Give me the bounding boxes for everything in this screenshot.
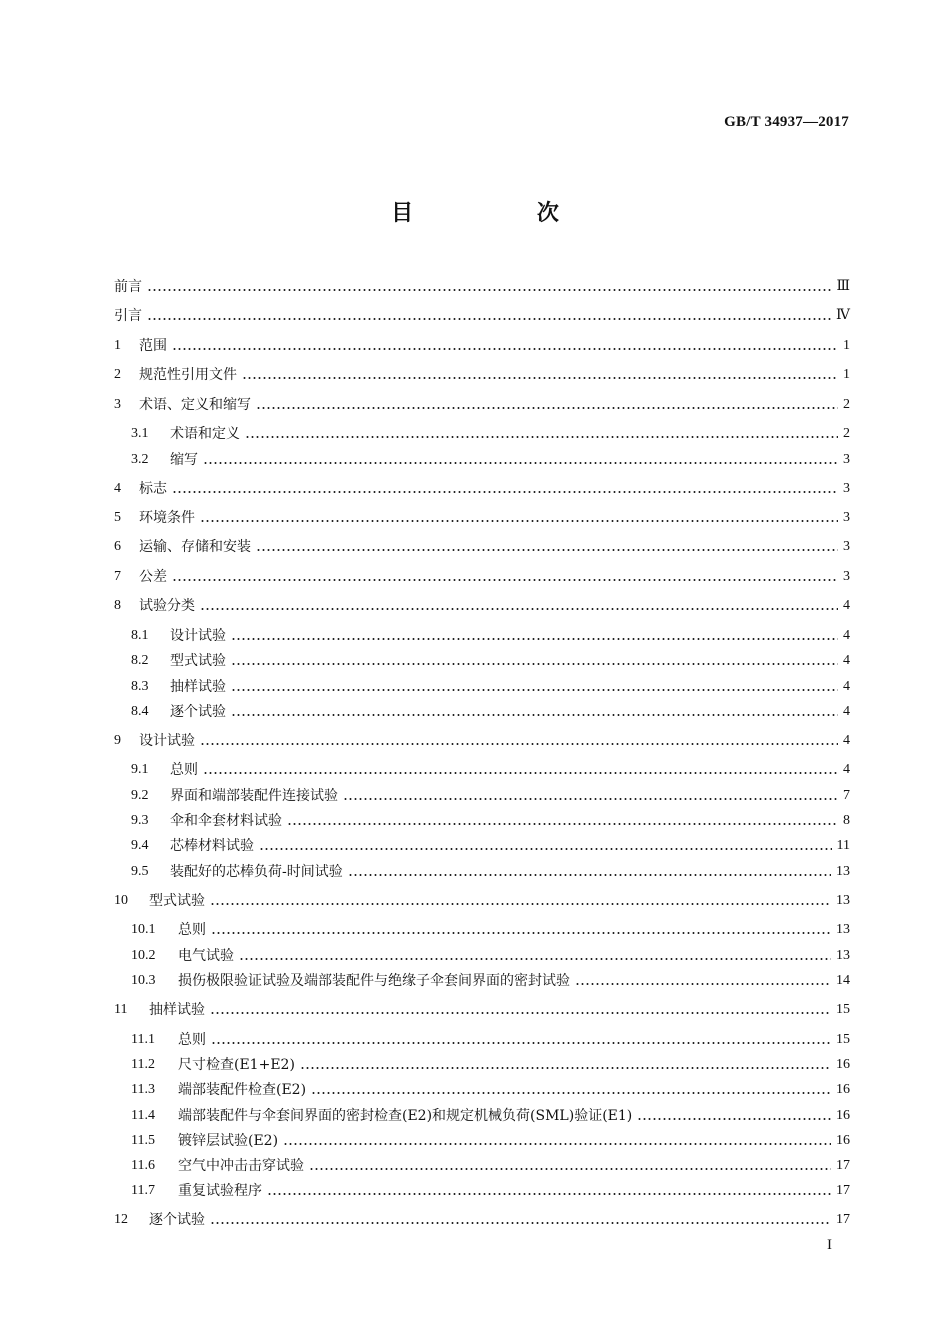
- toc-entry[interactable]: [114, 479, 850, 499]
- toc-entry-title: 总则: [178, 922, 206, 938]
- toc-entry-page: 13: [836, 893, 850, 908]
- dot-leader: [211, 932, 831, 934]
- toc-entry-number: 5: [114, 510, 121, 525]
- toc-entry[interactable]: [131, 1106, 850, 1126]
- dot-leader: [147, 289, 831, 291]
- toc-entry-title: 逐个试验: [170, 704, 226, 720]
- dot-leader: [256, 549, 838, 551]
- dot-leader: [239, 958, 831, 960]
- toc-entry-number: 11.3: [131, 1082, 155, 1097]
- dot-leader: [575, 983, 831, 985]
- toc-entry-title: 装配好的芯棒负荷-时间试验: [170, 864, 343, 880]
- toc-entry-number: 11.1: [131, 1032, 155, 1047]
- toc-entry-page: 2: [843, 397, 850, 412]
- toc-entry-title: 界面和端部装配件连接试验: [170, 788, 338, 804]
- toc-entry-number: 9.3: [131, 813, 149, 828]
- toc-entry-page: 4: [843, 762, 850, 777]
- toc-entry[interactable]: [114, 1000, 850, 1020]
- toc-entry[interactable]: [131, 811, 850, 831]
- toc-entry-title: 伞和伞套材料试验: [170, 813, 282, 829]
- toc-entry[interactable]: [131, 626, 850, 646]
- toc-entry[interactable]: [131, 702, 850, 722]
- toc-entry-title: 公差: [139, 569, 167, 585]
- toc-entry[interactable]: [114, 395, 850, 415]
- dot-leader: [267, 1193, 831, 1195]
- toc-entry[interactable]: [131, 920, 850, 940]
- toc-entry[interactable]: [131, 1080, 850, 1100]
- toc-entry-page: 4: [843, 733, 850, 748]
- toc-entry-page: 17: [836, 1212, 850, 1227]
- toc-entry[interactable]: [114, 277, 850, 297]
- toc-entry-title: 运输、存储和安装: [139, 539, 251, 555]
- dot-leader: [203, 772, 838, 774]
- toc-entry[interactable]: [114, 596, 850, 616]
- toc-entry-page: 16: [836, 1082, 850, 1097]
- dot-leader: [343, 798, 838, 800]
- toc-entry[interactable]: [131, 760, 850, 780]
- toc-entry[interactable]: [114, 336, 850, 356]
- toc-entry-page: 17: [836, 1158, 850, 1173]
- toc-entry-number: 8.3: [131, 679, 149, 694]
- toc-entry-number: 3.2: [131, 452, 149, 467]
- toc-entry-number: 9.1: [131, 762, 149, 777]
- toc-entry[interactable]: [114, 306, 850, 326]
- toc-entry[interactable]: [131, 424, 850, 444]
- dot-leader: [200, 608, 838, 610]
- toc-entry-title: 抽样试验: [149, 1002, 205, 1018]
- toc-entry-page: 16: [836, 1057, 850, 1072]
- toc-entry-page: 3: [843, 452, 850, 467]
- toc-entry[interactable]: [131, 971, 850, 991]
- toc-entry-number: 10.2: [131, 948, 156, 963]
- toc-entry-number: 11.7: [131, 1183, 155, 1198]
- dot-leader: [172, 348, 838, 350]
- dot-leader: [259, 848, 832, 850]
- toc-entry-page: 15: [836, 1032, 850, 1047]
- toc-entry-number: 9.4: [131, 838, 149, 853]
- toc-entry-title: 芯棒材料试验: [170, 838, 254, 854]
- toc-entry-title: 标志: [139, 481, 167, 497]
- toc-entry-number: 8.4: [131, 704, 149, 719]
- toc-entry-title: 电气试验: [178, 948, 234, 964]
- toc-entry-title: 逐个试验: [149, 1212, 205, 1228]
- toc-entry-number: 2: [114, 367, 121, 382]
- toc-entry-number: 11.6: [131, 1158, 155, 1173]
- toc-entry-page: 3: [843, 481, 850, 496]
- toc-entry-number: 9.2: [131, 788, 149, 803]
- dot-leader: [200, 743, 838, 745]
- toc-entry[interactable]: [131, 1131, 850, 1151]
- dot-leader: [210, 1222, 831, 1224]
- toc-entry-title: 重复试验程序: [178, 1183, 262, 1199]
- toc-entry-title: 试验分类: [139, 598, 195, 614]
- toc-entry-page: 4: [843, 679, 850, 694]
- toc-entry-number: 10.1: [131, 922, 156, 937]
- toc-entry-number: 11.5: [131, 1133, 155, 1148]
- dot-leader: [172, 491, 838, 493]
- toc-entry-number: 9.5: [131, 864, 149, 879]
- toc-entry[interactable]: [131, 1030, 850, 1050]
- dot-leader: [203, 462, 838, 464]
- dot-leader: [210, 1012, 831, 1014]
- toc-entry-page: Ⅳ: [836, 308, 850, 323]
- dot-leader: [231, 689, 838, 691]
- toc-entry-number: 4: [114, 481, 121, 496]
- standard-code: GB/T 34937—2017: [724, 114, 849, 130]
- toc-entry-page: 3: [843, 539, 850, 554]
- page-title: 目 次: [391, 201, 617, 226]
- dot-leader: [311, 1092, 831, 1094]
- toc-entry-title: 环境条件: [139, 510, 195, 526]
- toc-entry-page: 13: [836, 922, 850, 937]
- toc-entry-number: 10: [114, 893, 128, 908]
- toc-entry-page: 14: [836, 973, 850, 988]
- toc-entry-page: 3: [843, 510, 850, 525]
- dot-leader: [256, 407, 838, 409]
- dot-leader: [147, 318, 831, 320]
- toc-entry-title: 术语、定义和缩写: [139, 397, 251, 413]
- toc-entry-title: 型式试验: [149, 893, 205, 909]
- toc-entry[interactable]: [131, 786, 850, 806]
- toc-entry-page: 4: [843, 704, 850, 719]
- toc-entry[interactable]: [131, 1156, 850, 1176]
- toc-entry-number: 8: [114, 598, 121, 613]
- toc-entry-title: 空气中冲击击穿试验: [178, 1158, 304, 1174]
- toc-entry-number: 3: [114, 397, 121, 412]
- toc-entry-title: 总则: [170, 762, 198, 778]
- dot-leader: [300, 1067, 831, 1069]
- toc-entry-page: 13: [836, 948, 850, 963]
- toc-entry-title: 端部装配件与伞套间界面的密封检查(E2)和规定机械负荷(SML)验证(E1): [178, 1108, 633, 1124]
- toc-entry[interactable]: [114, 365, 850, 385]
- toc-entry-number: 10.3: [131, 973, 156, 988]
- dot-leader: [348, 874, 831, 876]
- toc-entry-page: 4: [843, 628, 850, 643]
- toc-entry-number: 7: [114, 569, 121, 584]
- toc-entry[interactable]: [131, 651, 850, 671]
- toc-entry[interactable]: [114, 508, 850, 528]
- dot-leader: [172, 579, 838, 581]
- toc-entry-number: 11.4: [131, 1108, 155, 1123]
- toc-entry-title: 缩写: [170, 452, 198, 468]
- toc-entry-page: 15: [836, 1002, 850, 1017]
- toc-entry[interactable]: [114, 891, 850, 911]
- toc-entry-page: 13: [836, 864, 850, 879]
- toc-entry-title: 规范性引用文件: [139, 367, 237, 383]
- toc-entry-title: 总则: [178, 1032, 206, 1048]
- toc-entry-page: 4: [843, 598, 850, 613]
- toc-entry-number: 6: [114, 539, 121, 554]
- toc-entry-page: 1: [843, 367, 850, 382]
- toc-entry-page: 11: [836, 838, 850, 853]
- toc-entry[interactable]: [131, 946, 850, 966]
- toc-entry-number: 9: [114, 733, 121, 748]
- toc-entry-number: 8.1: [131, 628, 149, 643]
- toc-entry-title: 术语和定义: [170, 426, 240, 442]
- dot-leader: [309, 1168, 831, 1170]
- dot-leader: [211, 1042, 831, 1044]
- toc-entry-number: 11.2: [131, 1057, 155, 1072]
- toc-entry[interactable]: [131, 862, 850, 882]
- toc-entry-title: 型式试验: [170, 653, 226, 669]
- toc-entry-number: 11: [114, 1002, 128, 1017]
- toc-entry-page: 16: [836, 1108, 850, 1123]
- dot-leader: [210, 903, 831, 905]
- page-number: I: [827, 1237, 832, 1253]
- toc-entry-page: 17: [836, 1183, 850, 1198]
- toc-entry[interactable]: [114, 731, 850, 751]
- toc-entry[interactable]: [131, 836, 850, 856]
- toc-entry-title: 抽样试验: [170, 679, 226, 695]
- toc-entry-page: 7: [843, 788, 850, 803]
- toc-entry-title: 端部装配件检查(E2): [178, 1082, 307, 1098]
- toc-entry-title: 镀锌层试验(E2): [178, 1133, 279, 1149]
- toc-entry-title: 前言: [114, 279, 142, 295]
- toc-entry-number: 12: [114, 1212, 128, 1227]
- toc-entry-number: 8.2: [131, 653, 149, 668]
- toc-entry[interactable]: [131, 677, 850, 697]
- toc-entry-title: 引言: [114, 308, 142, 324]
- toc-entry[interactable]: [114, 567, 850, 587]
- dot-leader: [231, 663, 838, 665]
- toc-entry-title: 尺寸检查(E1+E2): [178, 1057, 295, 1073]
- toc-entry[interactable]: [131, 450, 850, 470]
- dot-leader: [242, 377, 838, 379]
- dot-leader: [283, 1143, 831, 1145]
- toc-entry-page: 3: [843, 569, 850, 584]
- dot-leader: [637, 1118, 831, 1120]
- toc-entry-title: 设计试验: [139, 733, 195, 749]
- dot-leader: [200, 520, 838, 522]
- dot-leader: [231, 714, 838, 716]
- toc-entry[interactable]: [131, 1181, 850, 1201]
- dot-leader: [287, 823, 838, 825]
- toc-entry-title: 范围: [139, 338, 167, 354]
- toc-entry-page: 16: [836, 1133, 850, 1148]
- toc-entry-page: 2: [843, 426, 850, 441]
- toc-entry-number: 1: [114, 338, 121, 353]
- dot-leader: [245, 436, 838, 438]
- toc-entry-page: 8: [843, 813, 850, 828]
- toc-entry-number: 3.1: [131, 426, 149, 441]
- toc-entry-title: 设计试验: [170, 628, 226, 644]
- dot-leader: [231, 638, 838, 640]
- toc-entry-page: Ⅲ: [836, 279, 850, 294]
- toc-entry-page: 1: [843, 338, 850, 353]
- toc-entry-page: 4: [843, 653, 850, 668]
- toc-entry[interactable]: [114, 537, 850, 557]
- toc-entry[interactable]: [131, 1055, 850, 1075]
- toc-entry[interactable]: [114, 1210, 850, 1230]
- toc-entry-title: 损伤极限验证试验及端部装配件与绝缘子伞套间界面的密封试验: [178, 973, 570, 989]
